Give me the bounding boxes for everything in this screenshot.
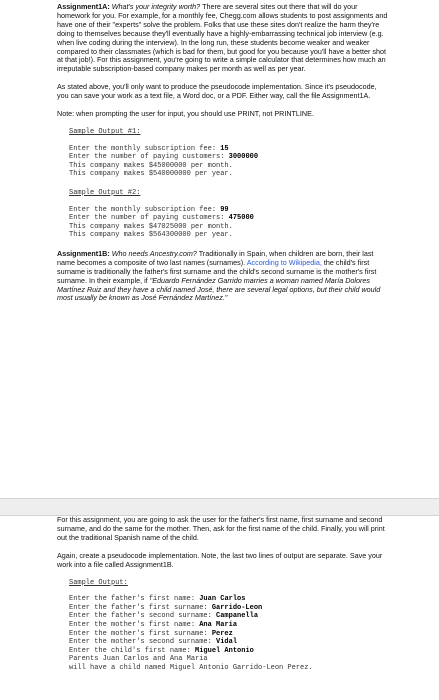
sample-line: Enter the mother's first name: Ana Maria	[69, 620, 238, 629]
assignment-1a-body: There are several sites out there that will do your homework for you. For example, for a monthly fee, Chegg.com allows students to post assignments and have one of their "experts" solve the problem. Folks that use these sites don't realize the harm they're doing to themselves because they'll eventually have a highly-embarrassing technical job interview (e.g. when live coding during the interview). In the long run, these students become weaker and weaker compared to their classmates (which is bad for them, but good for you because you'll have a better shot at that job!). For this assignment, you're going to write a simple calculator that determines how much an irreputable subscription-based company makes per month as well as per year.	[57, 2, 388, 74]
sample-1-line: This company makes $540000000 per year.	[69, 170, 233, 179]
note-paragraph: Note: when prompting the user for input, you should use PRINT, not PRINTLINE.	[57, 109, 314, 119]
page-separator	[0, 498, 439, 516]
sample-output-1-heading: Sample Output #1:	[69, 127, 141, 136]
sample-1-line: Enter the monthly subscription fee: 15	[69, 144, 229, 153]
assignment-1a-label: Assignment1A:	[57, 2, 110, 11]
assignment-1b-question: Who needs Ancestry.com?	[111, 248, 197, 258]
sample-line: Enter the father's second surname: Campanella	[69, 612, 259, 621]
sample-2-line: This company makes $564300000 per year.	[69, 231, 233, 240]
sample-line: Enter the father's first surname: Garrido-Leon	[69, 603, 263, 612]
sample-output-1b	[69, 579, 389, 673]
page-2	[0, 516, 439, 700]
assignment-1b-instructions: For this assignment, you are going to ask the user for the father's first name, first surname and second surname, and do the same for the mother. Then, ask for the first name of the child. Finally, you will print out the traditional Spanish name of the child.	[57, 515, 385, 542]
sample-1-line: Enter the number of paying customers: 3000000	[69, 153, 259, 162]
example-quote: "Eduardo Fernández Garrido marries a woman named María Dolores Martínez Ruiz and they have a child named José, there are several legal options, but their child would most usually be known as José Fernández Martínez."	[57, 275, 381, 303]
sample-line: Enter the father's first name: Juan Carlos	[69, 595, 246, 604]
assignment-1a-paragraph	[57, 3, 389, 74]
pseudocode-paragraph: As stated above, you'll only want to produce the pseudocode implementation. Since it's pseudocode, you can save your work as a text file, a Word doc, or a PDF. Either way, call the file Assignment1A.	[57, 82, 377, 101]
sample-line: Enter the mother's first surname: Perez	[69, 629, 233, 638]
sample-2-line: Enter the monthly subscription fee: 99	[69, 205, 229, 214]
assignment-1b-pseudocode-note: Again, create a pseudocode implementation. Note, the last two lines of output are separate. Save your work into a file called Assignment1B.	[57, 550, 383, 569]
sample-1-line: This company makes $45000000 per month.	[69, 161, 233, 170]
sample-output-heading: Sample Output:	[69, 578, 128, 587]
page-1-content	[57, 3, 389, 312]
assignment-1b-paragraph: Assignment1B: Who needs Ancestry.com? Traditionally in Spain, when children are born, their last name becomes a composite of two last names (surnames). According to Wikipedia, the child's first surname is traditionally the father's first surname and the child's second surname is the mother's first surname. In their example, if "Eduardo Fernández Garrido marries a woman named María Dolores Martínez Ruiz and they have a child named José, there are several legal options, but their child would most usually be known as José Fernández Martínez."	[57, 248, 381, 303]
sample-line: Enter the child's first name: Miguel Antonio	[69, 646, 254, 655]
sample-line: Enter the mother's second surname: Vidal	[69, 638, 238, 647]
assignment-1b-label: Assignment1B:	[57, 248, 110, 258]
sample-line: Parents Juan Carlos and Ana Maria	[69, 655, 208, 664]
wikipedia-link[interactable]: According to Wikipedia,	[246, 257, 322, 267]
sample-line: will have a child named Miguel Antonio Garrido-Leon Perez.	[69, 663, 313, 672]
sample-output-2-heading: Sample Output #2:	[69, 188, 141, 197]
sample-2-line: Enter the number of paying customers: 475000	[69, 214, 254, 223]
assignment-1a-question: What's your integrity worth?	[111, 2, 201, 11]
sample-output-2	[69, 189, 389, 240]
sample-2-line: This company makes $47025000 per month.	[69, 222, 233, 231]
page-2-content	[57, 516, 389, 672]
sample-output-1	[69, 128, 389, 179]
